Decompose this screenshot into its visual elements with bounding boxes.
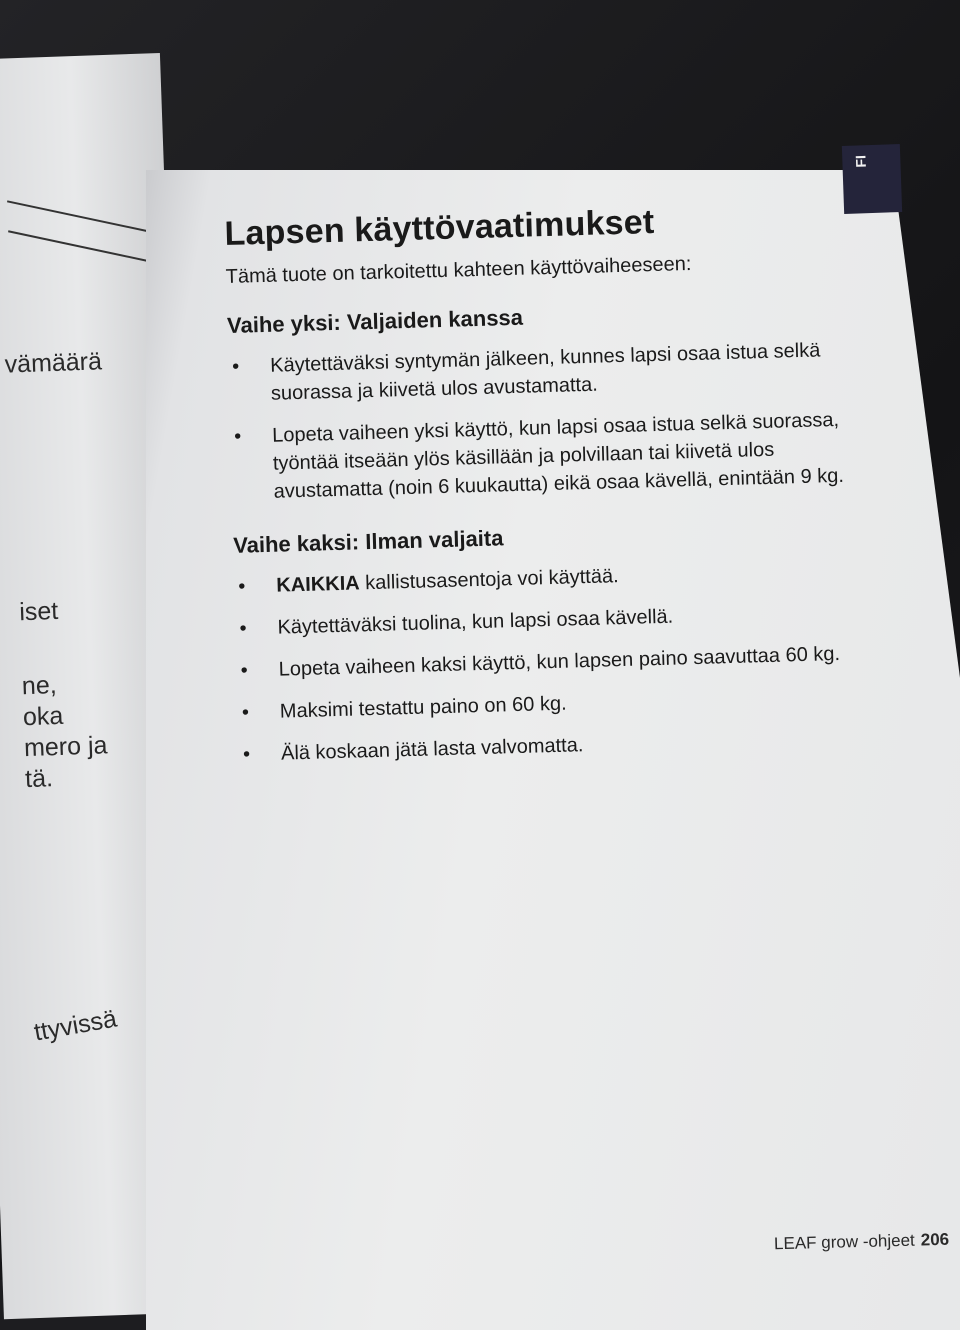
divider-line xyxy=(8,230,155,263)
list-item xyxy=(234,555,885,601)
bullet-icon: • xyxy=(233,425,242,448)
list-item-text: Maksimi testattu paino on 60 kg. xyxy=(279,692,567,723)
list-item-text: Lopeta vaiheen kaksi käyttö, kun lapsen paino saavuttaa 60 kg. xyxy=(278,642,841,681)
left-page-fragment: ne, xyxy=(21,671,58,701)
bullet-icon: • xyxy=(239,617,247,640)
phase-two-heading: Vaihe kaksi: Ilman valjaita xyxy=(232,525,504,558)
page-number: 206 xyxy=(920,1229,950,1250)
list-item-text: kallistusasentoja voi käyttää. xyxy=(359,565,619,595)
list-item-text: Käytettäväksi tuolina, kun lapsi osaa kävellä. xyxy=(277,605,674,639)
left-page-fragment: ttyvissä xyxy=(31,1004,119,1047)
left-page-fragment: vämäärä xyxy=(4,347,103,379)
list-item xyxy=(239,723,890,769)
page-content xyxy=(224,197,890,795)
list-item xyxy=(238,681,889,727)
bullet-icon: • xyxy=(231,355,240,378)
list-item-text: Käytettäväksi syntymän jälkeen, kunnes lapsi osaa istua selkä suorassa ja kiivetä ulos avustamatta. xyxy=(269,339,821,405)
phase-one-list xyxy=(228,335,882,507)
list-item-text: Lopeta vaiheen yksi käyttö, kun lapsi osaa istua selkä suorassa, työntää itseään ylös käsillään ja polvillaan tai kiivetä ulos avustamatta (noin 6 kuukautta) eikä osaa kävellä, enintään 9 kg. xyxy=(271,408,845,503)
list-item-emphasis: KAIKKIA xyxy=(276,572,360,597)
page-title: Lapsen käyttövaatimukset xyxy=(224,202,655,253)
phase-one-heading: Vaihe yksi: Valjaiden kanssa xyxy=(226,304,524,338)
left-page-fragment: iset xyxy=(18,596,59,627)
list-item xyxy=(228,335,879,409)
bullet-icon: • xyxy=(242,743,251,766)
list-item xyxy=(230,405,882,507)
bullet-icon: • xyxy=(240,659,249,682)
footer-label: LEAF grow -ohjeet xyxy=(773,1230,916,1254)
left-page-fragment: mero ja xyxy=(23,731,108,763)
language-tab-label: FI xyxy=(852,154,869,168)
phase-two-list xyxy=(234,555,889,769)
bullet-icon: • xyxy=(241,701,250,724)
divider-line xyxy=(7,200,154,233)
list-item-text: Älä koskaan jätä lasta valvomatta. xyxy=(280,734,584,765)
left-page-fragment: oka xyxy=(22,701,64,732)
bullet-icon: • xyxy=(238,575,246,598)
left-page-fragment: tä. xyxy=(24,764,54,794)
list-item xyxy=(236,639,887,685)
intro-text: Tämä tuote on tarkoitettu kahteen käyttövaiheeseen: xyxy=(225,252,692,288)
list-item xyxy=(235,597,886,643)
